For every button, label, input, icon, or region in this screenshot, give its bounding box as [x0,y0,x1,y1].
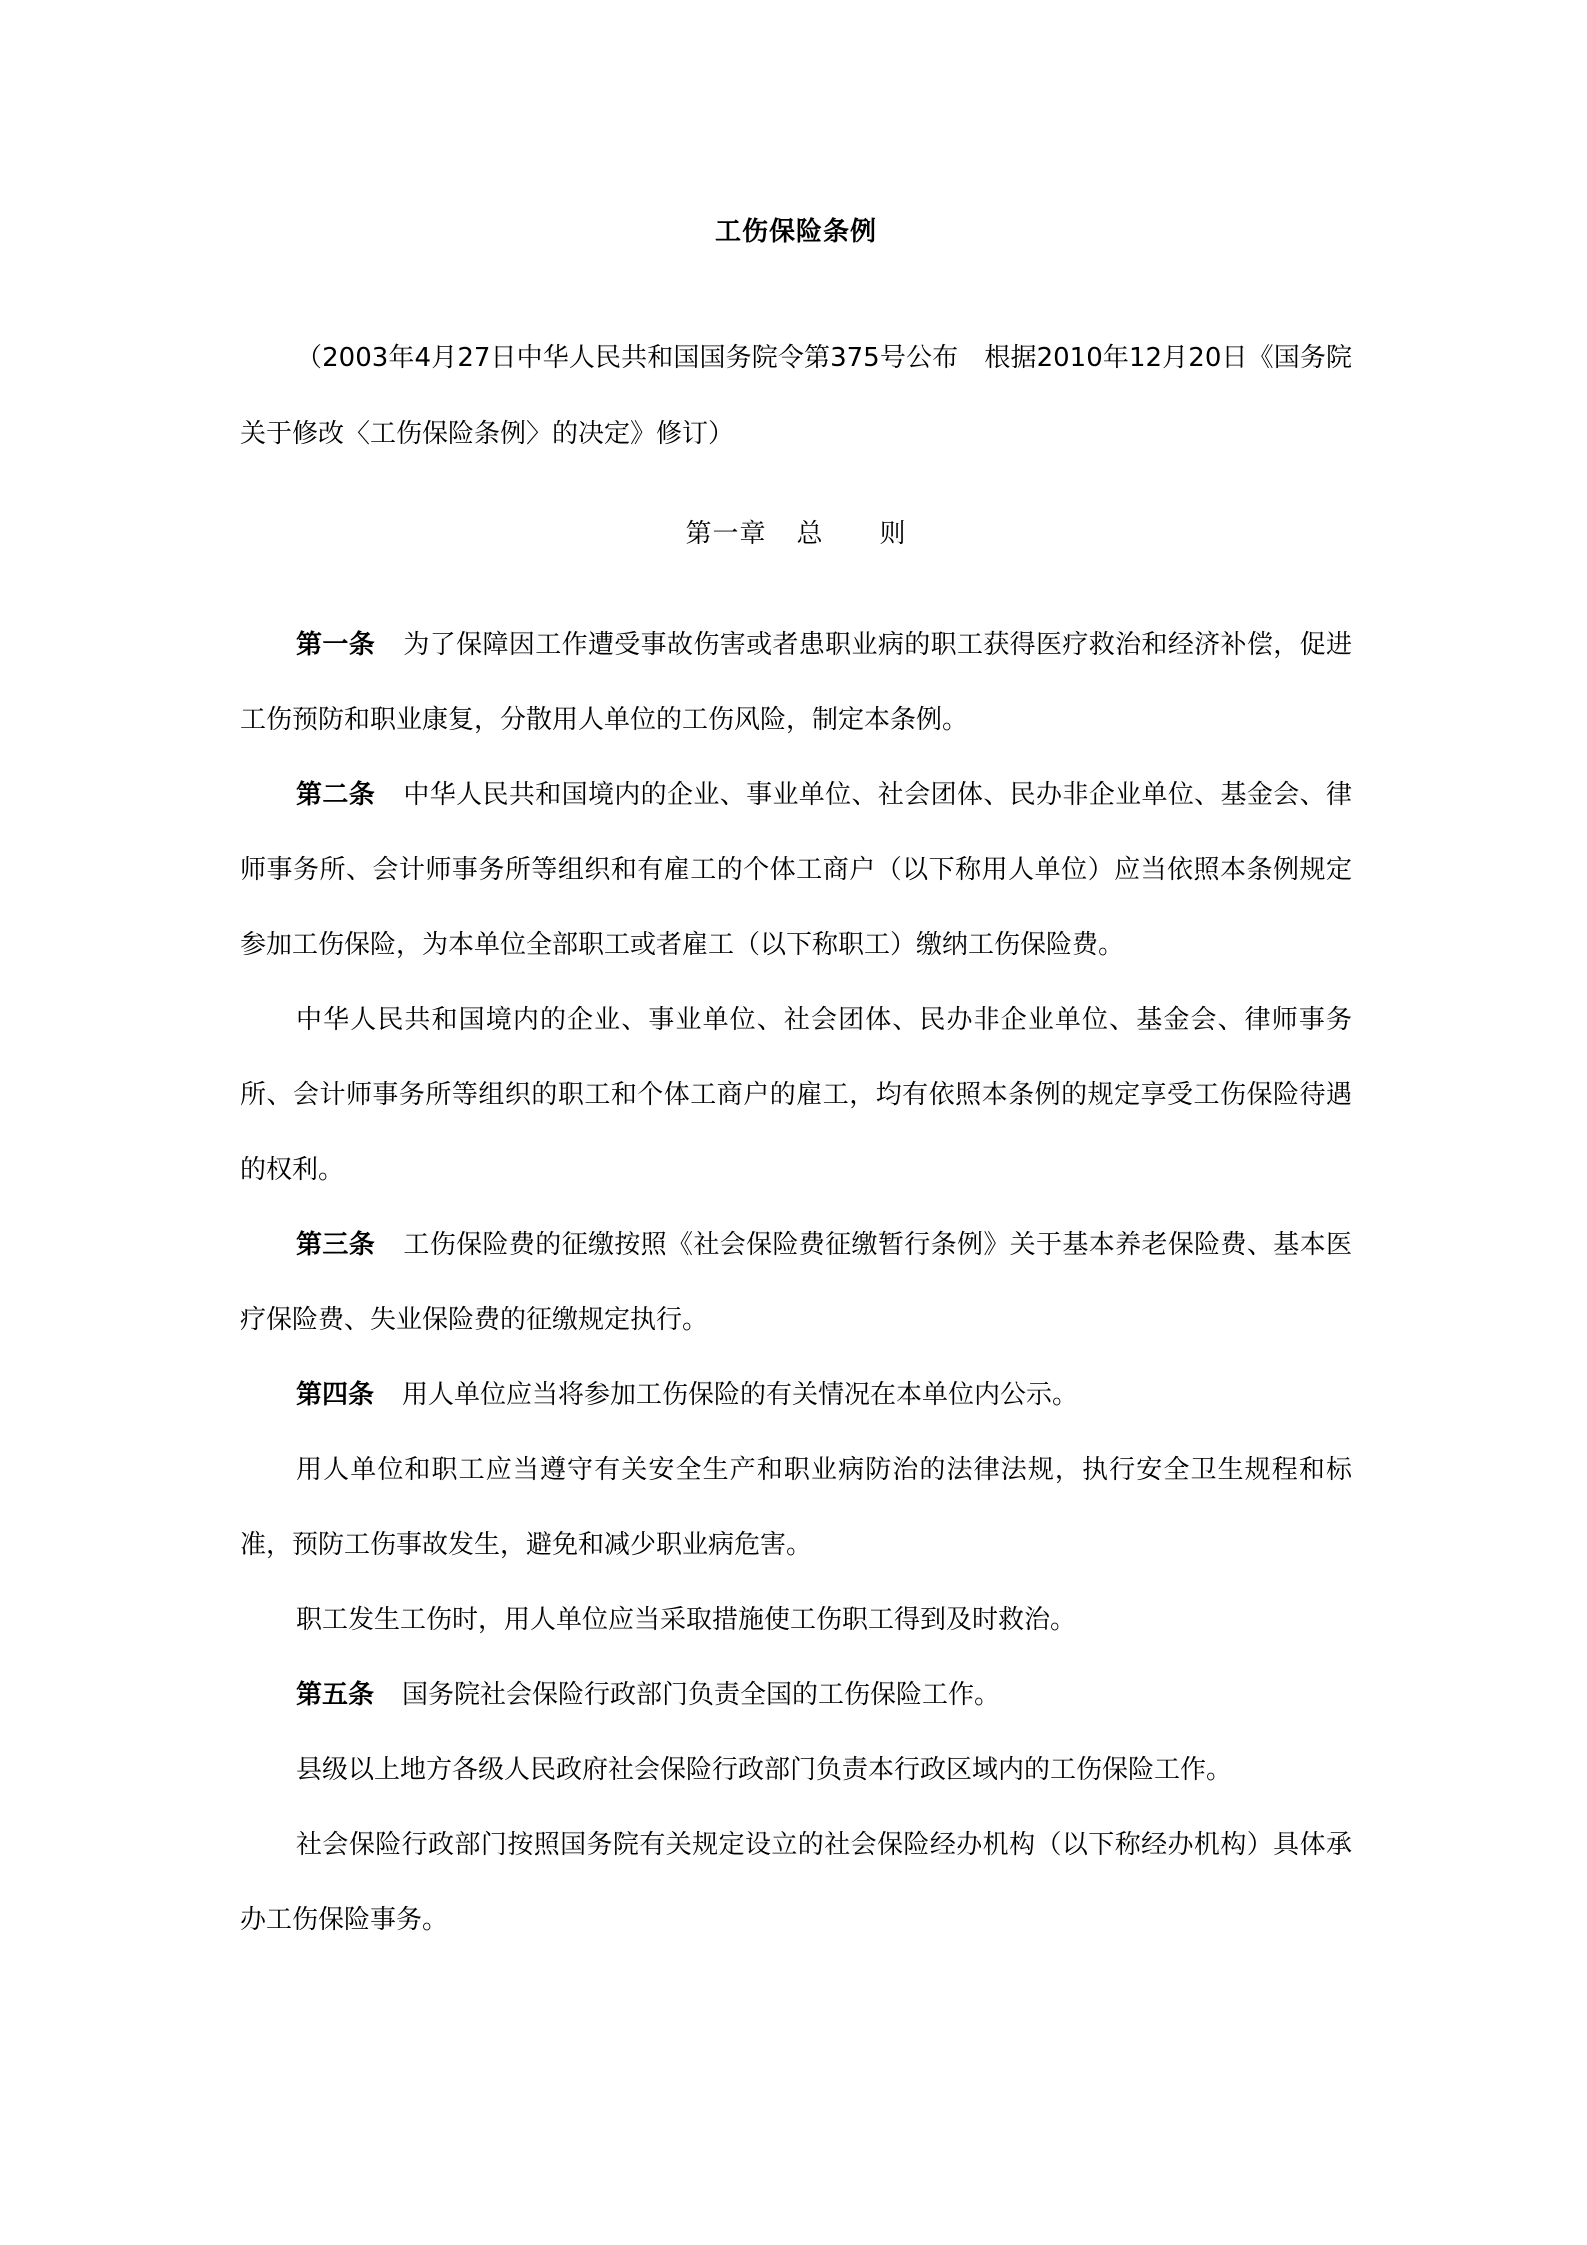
chapter-number: 第一章 [685,519,767,549]
article-text: 国务院社会保险行政部门负责全国的工伤保险工作。 [402,1680,1001,1710]
article-2-para-2 [240,983,1352,1208]
chapter-heading [240,512,1352,556]
article-text: 中华人民共和国境内的企业、事业单位、社会团体、民办非企业单位、基金会、律师事务所、会计师事务所等组织和有雇工的个体工商户（以下称用人单位）应当依照本条例规定参加工伤保险，为本单位全部职工或者雇工（以下称职工）缴纳工伤保险费。 [240,780,1352,960]
article-text: 工伤保险费的征缴按照《社会保险费征缴暂行条例》关于基本养老保险费、基本医疗保险费、失业保险费的征缴规定执行。 [240,1230,1352,1335]
article-5 [240,1658,1352,1733]
article-text: 用人单位应当将参加工伤保险的有关情况在本单位内公示。 [402,1380,1079,1410]
document-title: 工伤保险条例 [714,217,877,247]
article-1 [240,608,1352,758]
article-5-para-3 [240,1808,1352,1958]
article-3 [240,1208,1352,1358]
article-2 [240,758,1352,983]
article-5-para-2 [240,1733,1352,1808]
paragraph-text: 县级以上地方各级人民政府社会保险行政部门负责本行政区域内的工伤保险工作。 [296,1755,1233,1785]
article-4-para-2 [240,1433,1352,1583]
article-label: 第二条 [296,780,376,810]
paragraph-text: 用人单位和职工应当遵守有关安全生产和职业病防治的法律法规，执行安全卫生规程和标准，预防工伤事故发生，避免和减少职业病危害。 [240,1455,1352,1560]
paragraph-text: 中华人民共和国境内的企业、事业单位、社会团体、民办非企业单位、基金会、律师事务所、会计师事务所等组织的职工和个体工商户的雇工，均有依照本条例的规定享受工伤保险待遇的权利。 [240,1005,1352,1185]
article-label: 第三条 [296,1230,376,1260]
document-body [240,608,1352,1958]
article-4-para-3 [240,1583,1352,1658]
article-4 [240,1358,1352,1433]
paragraph-text: 社会保险行政部门按照国务院有关规定设立的社会保险经办机构（以下称经办机构）具体承办工伤保险事务。 [240,1830,1352,1935]
chapter-name-part1: 总 [796,519,824,549]
article-label: 第五条 [296,1680,375,1710]
paragraph-text: 职工发生工伤时，用人单位应当采取措施使工伤职工得到及时救治。 [296,1605,1077,1635]
document-preamble: （2003年4月27日中华人民共和国国务院令第375号公布 根据2010年12月20日《国务院关于修改〈工伤保险条例〉的决定》修订） [240,343,1352,449]
article-label: 第一条 [296,630,376,660]
article-text: 为了保障因工作遭受事故伤害或者患职业病的职工获得医疗救治和经济补偿，促进工伤预防和职业康复，分散用人单位的工伤风险，制定本条例。 [240,630,1352,735]
article-label: 第四条 [296,1380,375,1410]
chapter-name-part2: 则 [879,519,907,549]
